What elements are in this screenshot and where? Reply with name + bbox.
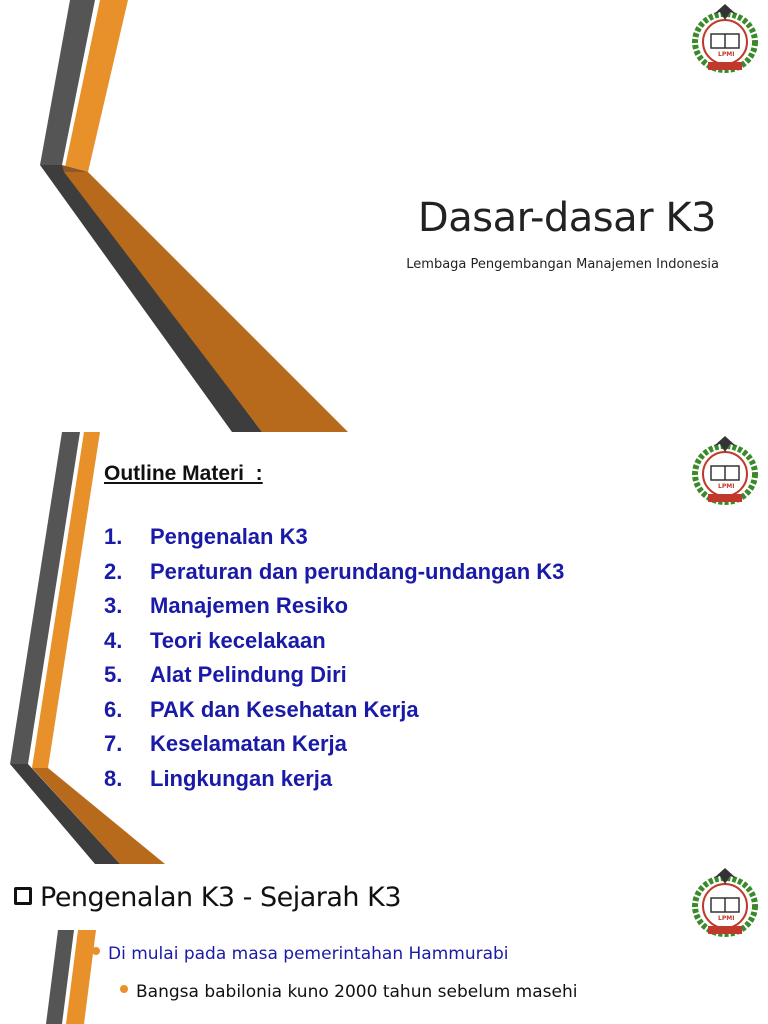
list-item: 4. Teori kecelakaan: [104, 627, 326, 653]
bullet-item: Bangsa babilonia kuno 2000 tahun sebelum masehi: [120, 982, 577, 1002]
lpmi-logo: LPMI: [684, 0, 766, 78]
list-item: 6. PAK dan Kesehatan Kerja: [104, 696, 419, 722]
outline-heading: Outline Materi :: [104, 462, 263, 485]
list-item: 8. Lingkungan kerja: [104, 765, 333, 791]
checkbox-bullet-icon: [14, 887, 32, 905]
bullet-dot-icon: [120, 985, 128, 993]
slide-outline: [0, 432, 768, 864]
lpmi-logo: LPMI: [684, 864, 766, 942]
outline-list: [104, 520, 564, 796]
list-item: 7. Keselamatan Kerja: [104, 731, 347, 756]
decorative-stripes: [0, 0, 360, 432]
lpmi-logo: LPMI: [684, 432, 766, 510]
slide-title-text: Dasar-dasar K3: [417, 195, 716, 241]
bullet-dot-icon: [92, 947, 100, 955]
slide-subtitle-text: Lembaga Pengembangan Manajemen Indonesia: [406, 257, 719, 272]
list-item: 1. Pengenalan K3: [104, 524, 308, 549]
slide-history: [0, 864, 768, 1024]
bullet-item: Di mulai pada masa pemerintahan Hammurabi: [92, 944, 509, 964]
list-item: 2. Peraturan dan perundang-undangan K3: [104, 558, 565, 584]
slide-title: [0, 0, 768, 432]
section-heading: Pengenalan K3 - Sejarah K3: [14, 882, 401, 913]
list-item: 3. Manajemen Resiko: [104, 593, 349, 618]
list-item: 5. Alat Pelindung Diri: [104, 662, 347, 687]
